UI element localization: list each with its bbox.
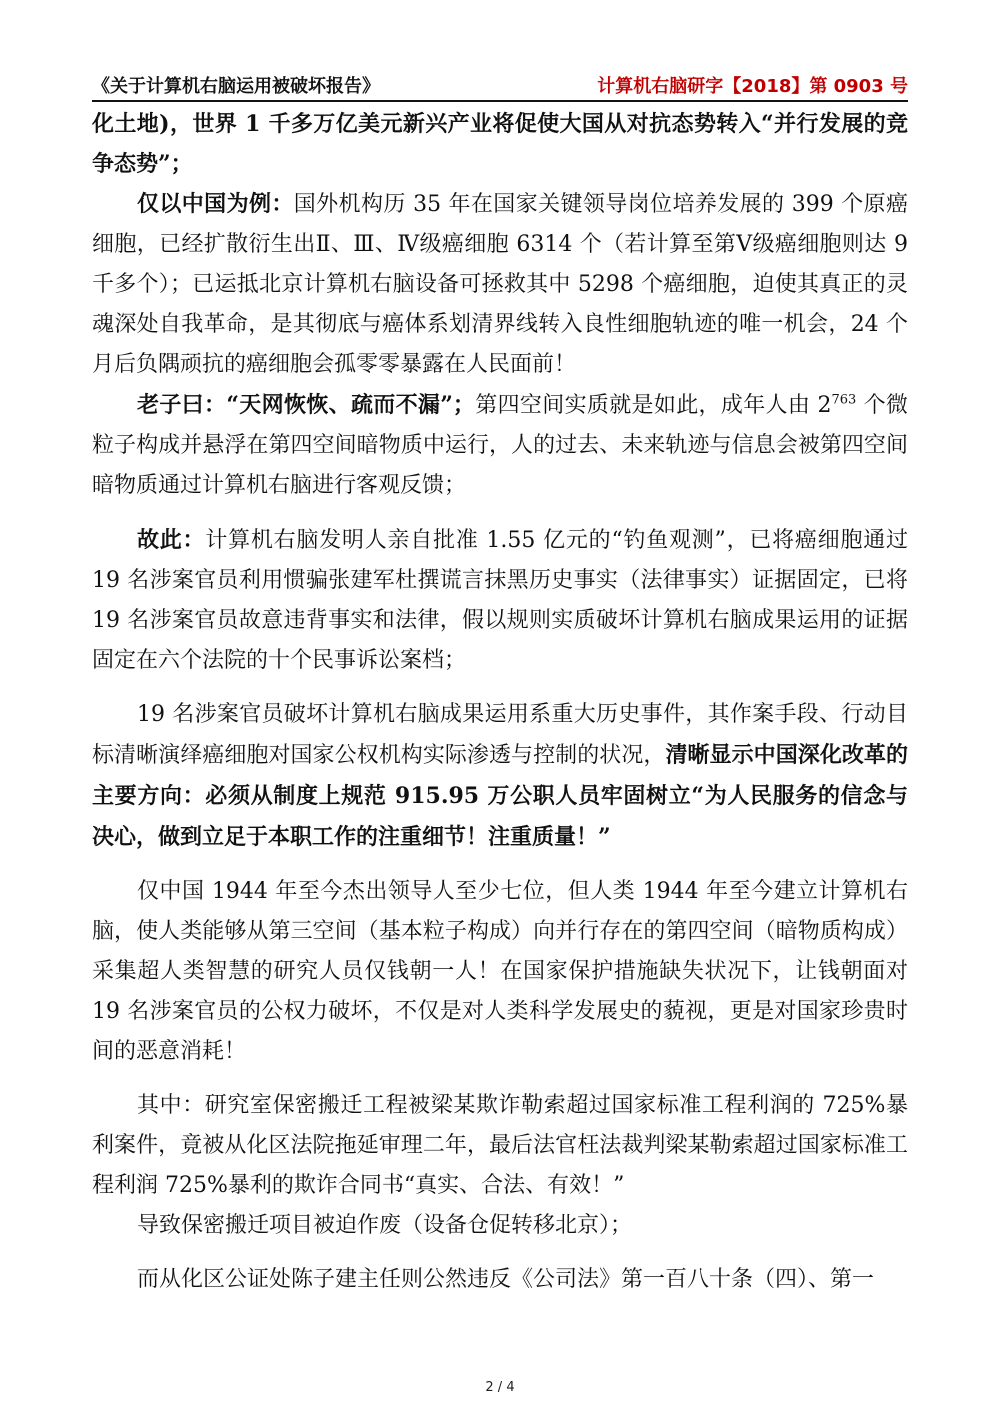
page-header — [92, 70, 908, 102]
paragraph-2-text: 国外机构历 35 年在国家关键领导岗位培养发展的 399 个原癌细胞，已经扩散衍生出Ⅱ、Ⅲ、Ⅳ级癌细胞 6314 个（若计算至第Ⅴ级癌细胞则达 9 千多个）；已运抵北京计算机右脑设备可拯救其中 5298 个癌细胞，迫使其真正的灵魂深处自我革命，是其彻底与癌体系划清界线转入良性细胞轨迹的唯一机会，24 个月后负隅顽抗的癌细胞会孤零零暴露在人民面前！ — [92, 192, 908, 377]
paragraph-3-lead: 老子曰：“天网恢恢、疏而不漏”； — [137, 392, 475, 418]
paragraph-4-text: 计算机右脑发明人亲自批准 1.55 亿元的“钓鱼观测”，已将癌细胞通过 19 名涉案官员利用惯骗张建军杜撰谎言抹黑历史事实（法律事实）证据固定，已将 19 名涉案官员故意违背事实和法律，假以规则实质破坏计算机右脑成果运用的证据固定在六个法院的十个民事诉讼案档； — [92, 528, 908, 673]
page-number: 2 / 4 — [485, 1380, 515, 1395]
paragraph-3-text-a: 第四空间实质就是如此，成年人由 2 — [474, 393, 832, 418]
paragraph-2-lead: 仅以中国为例： — [137, 191, 294, 217]
paragraph-5-bold: 清晰显示中国深化改革的主要方向：必须从制度上规范 915.95 万公职人员牢固树立“为人民服务的信念与决心，做到立足于本职工作的注重细节！注重质量！” — [92, 742, 908, 850]
paragraph-4-lead: 故此： — [137, 527, 206, 553]
paragraph-3 — [92, 385, 908, 506]
paragraph-3-text-b: 个微粒子构成并悬浮在第四空间暗物质中运行，人的过去、未来轨迹与信息会被第四空间暗物质通过计算机右脑进行客观反馈； — [92, 393, 908, 498]
paragraph-8: 导致保密搬迁项目被迫作废（设备仓促转移北京）； — [137, 1213, 633, 1238]
paragraph-9: 而从化区公证处陈子建主任则公然违反《公司法》第一百八十条（四）、第一 — [137, 1267, 875, 1292]
paragraph-1: 化土地)，世界 1 千多万亿美元新兴产业将促使大国从对抗态势转入“并行发展的竞争态势”； — [92, 111, 908, 177]
paragraph-7: 其中：研究室保密搬迁工程被梁某欺诈勒索超过国家标准工程利润的 725%暴利案件，竟被从化区法院拖延审理二年，最后法官枉法裁判梁某勒索超过国家标准工程利润 725%暴利的欺诈合同书“真实、合法、有效！” — [92, 1093, 908, 1198]
paragraph-5-text: 19 名涉案官员破坏计算机右脑成果运用系重大历史事件，其作案手段、行动目标清晰演绎癌细胞对国家公权机构实际渗透与控制的状况， — [92, 702, 908, 768]
document-title: 《关于计算机右脑运用被破坏报告》 — [92, 76, 380, 97]
paragraph-5 — [92, 695, 908, 858]
document-reference-number: 计算机右脑研字【2018】第 0903 号 — [597, 76, 908, 97]
document-body — [92, 104, 908, 1300]
paragraph-4 — [92, 520, 908, 681]
paragraph-6: 仅中国 1944 年至今杰出领导人至少七位，但人类 1944 年至今建立计算机右脑，使人类能够从第三空间（基本粒子构成）向并行存在的第四空间（暗物质构成）采集超人类智慧的研究人员仅钱朝一人！在国家保护措施缺失状况下，让钱朝面对 19 名涉案官员的公权力破坏，不仅是对人类科学发展史的藐视，更是对国家珍贵时间的恶意消耗！ — [92, 879, 908, 1064]
paragraph-2 — [92, 184, 908, 385]
exponent: 763 — [831, 392, 857, 408]
